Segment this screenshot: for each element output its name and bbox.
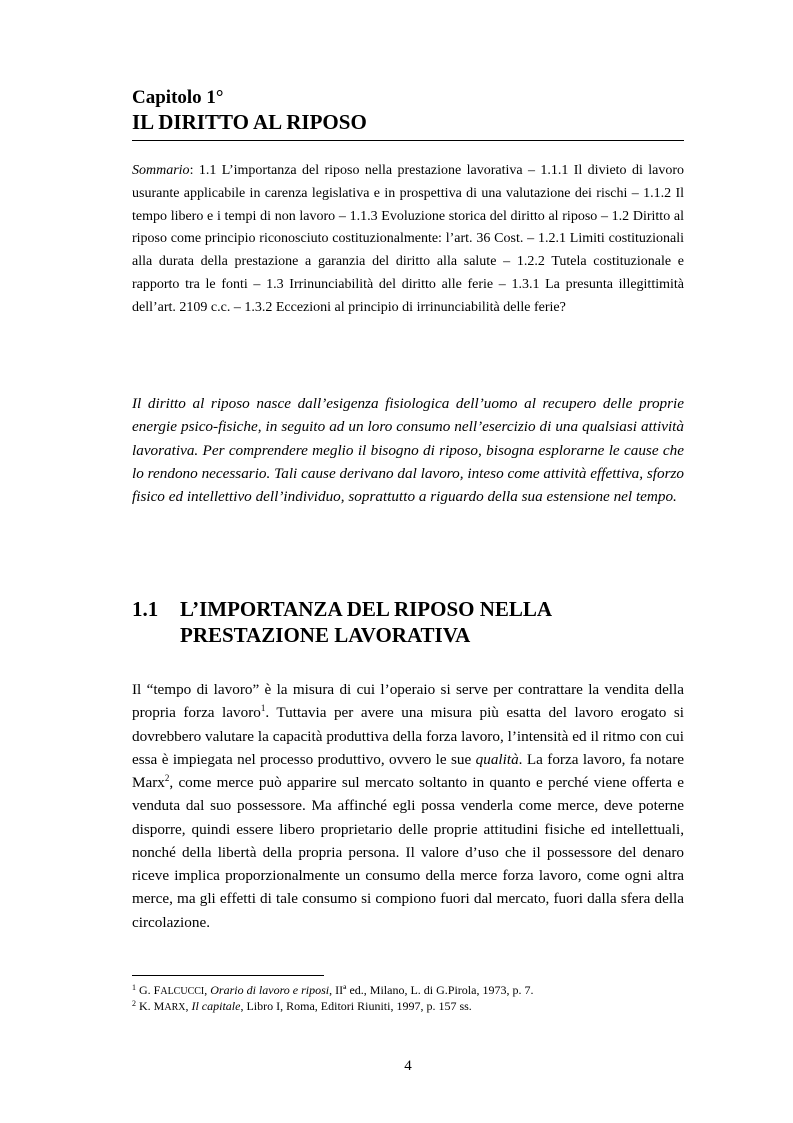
footnote-work-title: Il capitale <box>191 999 241 1013</box>
footnote-divider <box>132 975 324 976</box>
footnote-number: 2 <box>132 999 136 1008</box>
footnote-author-rest: ARX <box>164 1002 186 1013</box>
footnote-separator: , <box>185 999 192 1013</box>
footnote-author-initial: G. F <box>139 983 161 997</box>
footnote-author-rest: ALCUCCI <box>160 986 205 997</box>
footnote-item <box>132 999 684 1015</box>
chapter-intro: Il diritto al riposo nasce dall’esigenza fisiologica dell’uomo al recupero delle proprie energie psico-fisiche, in seguito ad un loro consumo nell’esercizio di una qualsiasi attività lavorativa. Per comprendere meglio il bisogno di riposo, bisogna esplorarne le cause che lo rendono necessario. Tali cause derivano dal lavoro, inteso come attività effettiva, sforzo fisico ed intellettivo dell’individuo, soprattutto a riguardo della sua estensione nel tempo. <box>132 395 684 506</box>
footnote-author-initial: K. M <box>139 999 165 1013</box>
section-body <box>132 678 684 934</box>
section-title-line1: L’IMPORTANZA DEL RIPOSO NELLA <box>180 597 553 621</box>
body-emphasis: qualità <box>475 750 519 768</box>
body-text-part4: , come merce può apparire sul mercato soltanto in quanto e perché viene offerta e venduta dal suo possessore. Ma affinché egli possa venderla come merce, deve poterne disporre, quindi essere libero proprietario delle proprie attitudini fisiche ed intellettuali, nonché della libertà della propria persona. Il valore d’uso che il possessore del denaro riceve implica proporzionalmente un consumo della merce forza lavoro, come ogni altra merce, ma gli effetti di tale consumo si compiono fuori dal mercato, fuori dalla sfera della circolazione. <box>132 774 684 931</box>
summary-label: Sommario <box>132 163 190 178</box>
footnote-item <box>132 983 684 999</box>
footnote-ref-1[interactable]: 1 <box>260 703 266 714</box>
chapter-divider <box>132 140 684 141</box>
page-number: 4 <box>404 1058 412 1074</box>
chapter-title: IL DIRITTO AL RIPOSO <box>132 110 367 134</box>
footnotes <box>132 983 684 1015</box>
section-title-line2: PRESTAZIONE LAVORATIVA <box>180 623 471 647</box>
footnote-details: , Libro I, Roma, Editori Riuniti, 1997, p. 157 ss. <box>240 999 472 1013</box>
body-text-part1: Il “tempo di lavoro” è la misura di cui l’operaio si serve per contrattare la vendita della propria forza lavoro <box>132 681 684 722</box>
footnote-separator: , <box>204 983 211 997</box>
chapter-summary <box>132 160 684 320</box>
body-text-part3: . La forza lavoro, fa notare Marx <box>132 750 684 791</box>
section-number: 1.1 <box>132 597 159 621</box>
footnote-work-title: Orario di lavoro e riposi <box>210 983 330 997</box>
footnote-details: , IIª ed., Milano, L. di G.Pirola, 1973, p. 7. <box>329 983 534 997</box>
footnote-ref-2[interactable]: 2 <box>164 773 170 783</box>
chapter-label: Capitolo 1° <box>132 87 224 108</box>
footnote-number: 1 <box>132 983 136 992</box>
summary-text: : 1.1 L’importanza del riposo nella prestazione lavorativa – 1.1.1 Il divieto di lavoro usurante applicabile in carenza legislativa e in prospettiva di una valutazione dei rischi – 1.1.2 Il tempo libero e i tempi di non lavoro – 1.1.3 Evoluzione storica del diritto al riposo – 1.2 Diritto al riposo come principio riconosciuto costituzionalmente: l’art. 36 Cost. – 1.2.1 Limiti costituzionali alla durata della prestazione a garanzia del diritto alla salute – 1.2.2 Tutela costituzionale e rapporto tra le fonti – 1.3 Irrinunciabilità del diritto alle ferie – 1.3.1 La presunta illegittimità dell’art. 2109 c.c. – 1.3.2 Eccezioni al principio di irrinunciabilità delle ferie? <box>132 163 684 315</box>
body-text-part2: . Tuttavia per avere una misura più esatta del lavoro erogato si dovrebbero valutare la capacità produttiva della forza lavoro, l’intensità ed il ritmo con cui essa è impiegata nel processo produttivo, ovvero le sue <box>132 704 684 768</box>
